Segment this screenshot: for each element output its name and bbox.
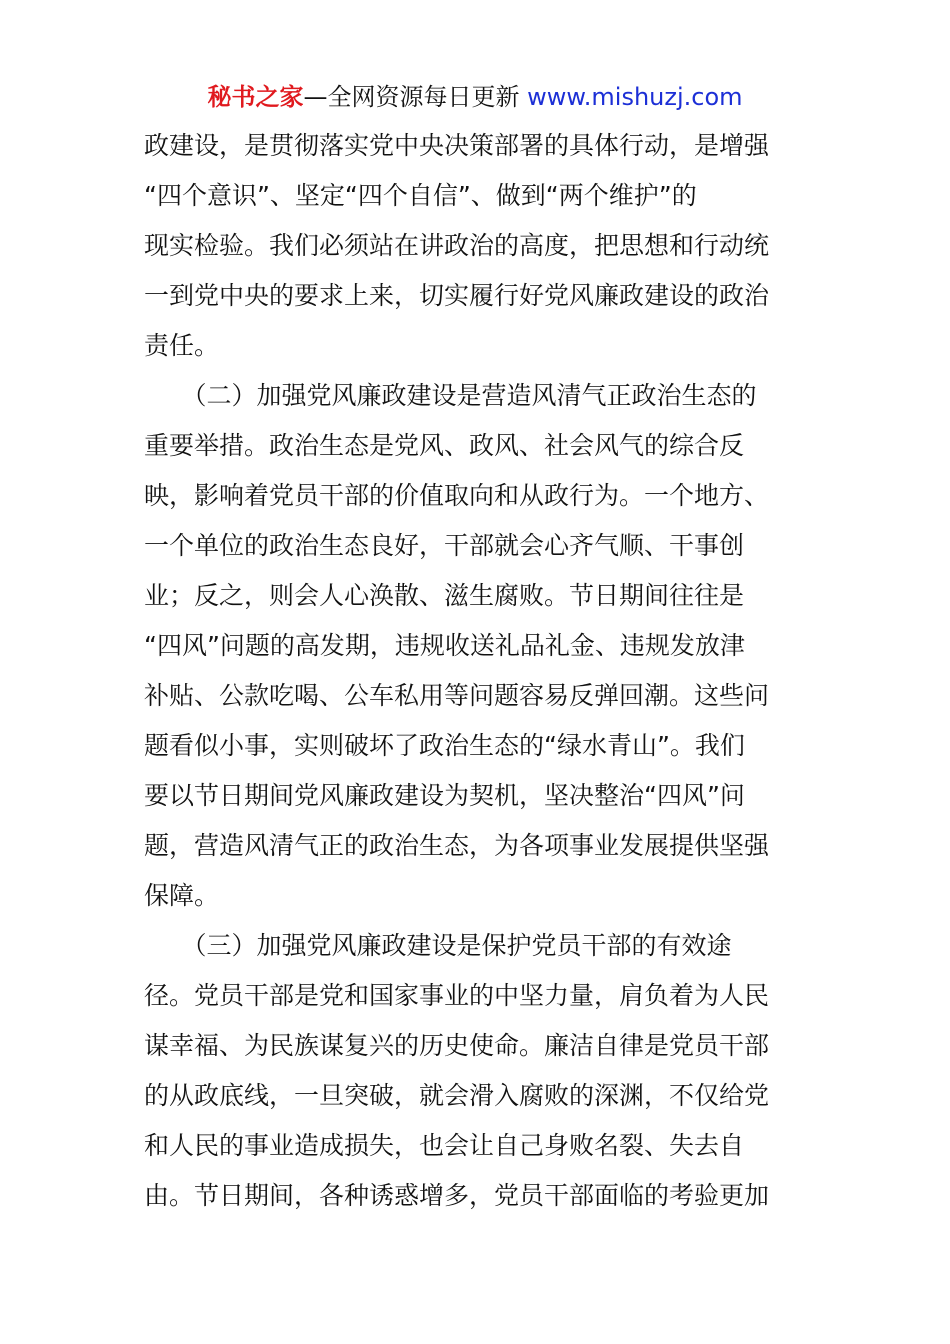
text-line: 映，影响着党员干部的价值取向和从政行为。一个地方、: [144, 481, 770, 510]
text-line: “四个意识”、坚定“四个自信”、做到“两个维护”的: [144, 181, 697, 210]
text-line: 政建设，是贯彻落实党中央决策部署的具体行动，是增强: [144, 131, 770, 160]
text-line: 现实检验。我们必须站在讲政治的高度，把思想和行动统: [144, 231, 770, 260]
page-header: [0, 80, 950, 114]
section-heading-2: （二）加强党风廉政建设是营造风清气正政治生态的: [144, 381, 757, 410]
text-line: 业；反之，则会人心涣散、滋生腐败。节日期间往往是: [144, 581, 745, 610]
text-line: 要以节日期间党风廉政建设为契机，坚决整治“四风”问: [144, 781, 745, 810]
brand-name: 秘书之家: [207, 83, 304, 111]
text-line: 题看似小事，实则破坏了政治生态的“绿水青山”。我们: [144, 731, 745, 760]
header-tagline: —全网资源每日更新: [303, 83, 528, 111]
text-line: 保障。: [144, 881, 220, 910]
text-line: 的从政底线，一旦突破，就会滑入腐败的深渊，不仅给党: [144, 1081, 770, 1110]
text-line: “四风”问题的高发期，违规收送礼品礼金、违规发放津: [144, 631, 745, 660]
text-line: 由。节日期间，各种诱惑增多，党员干部面临的考验更加: [144, 1181, 770, 1210]
text-line: 责任。: [144, 331, 220, 360]
document-body: [144, 121, 824, 1221]
site-url-link[interactable]: www.mishuzj.com: [527, 83, 743, 111]
text-line: 重要举措。政治生态是党风、政风、社会风气的综合反: [144, 431, 745, 460]
text-line: 题，营造风清气正的政治生态，为各项事业发展提供坚强: [144, 831, 770, 860]
section-heading-3: （三）加强党风廉政建设是保护党员干部的有效途: [144, 931, 732, 960]
text-line: 和人民的事业造成损失，也会让自己身败名裂、失去自: [144, 1131, 745, 1160]
text-line: 一个单位的政治生态良好，干部就会心齐气顺、干事创: [144, 531, 745, 560]
text-line: 径。党员干部是党和国家事业的中坚力量，肩负着为人民: [144, 981, 770, 1010]
text-line: 补贴、公款吃喝、公车私用等问题容易反弹回潮。这些问: [144, 681, 770, 710]
text-line: 谋幸福、为民族谋复兴的历史使命。廉洁自律是党员干部: [144, 1031, 770, 1060]
text-line: 一到党中央的要求上来，切实履行好党风廉政建设的政治: [144, 281, 770, 310]
